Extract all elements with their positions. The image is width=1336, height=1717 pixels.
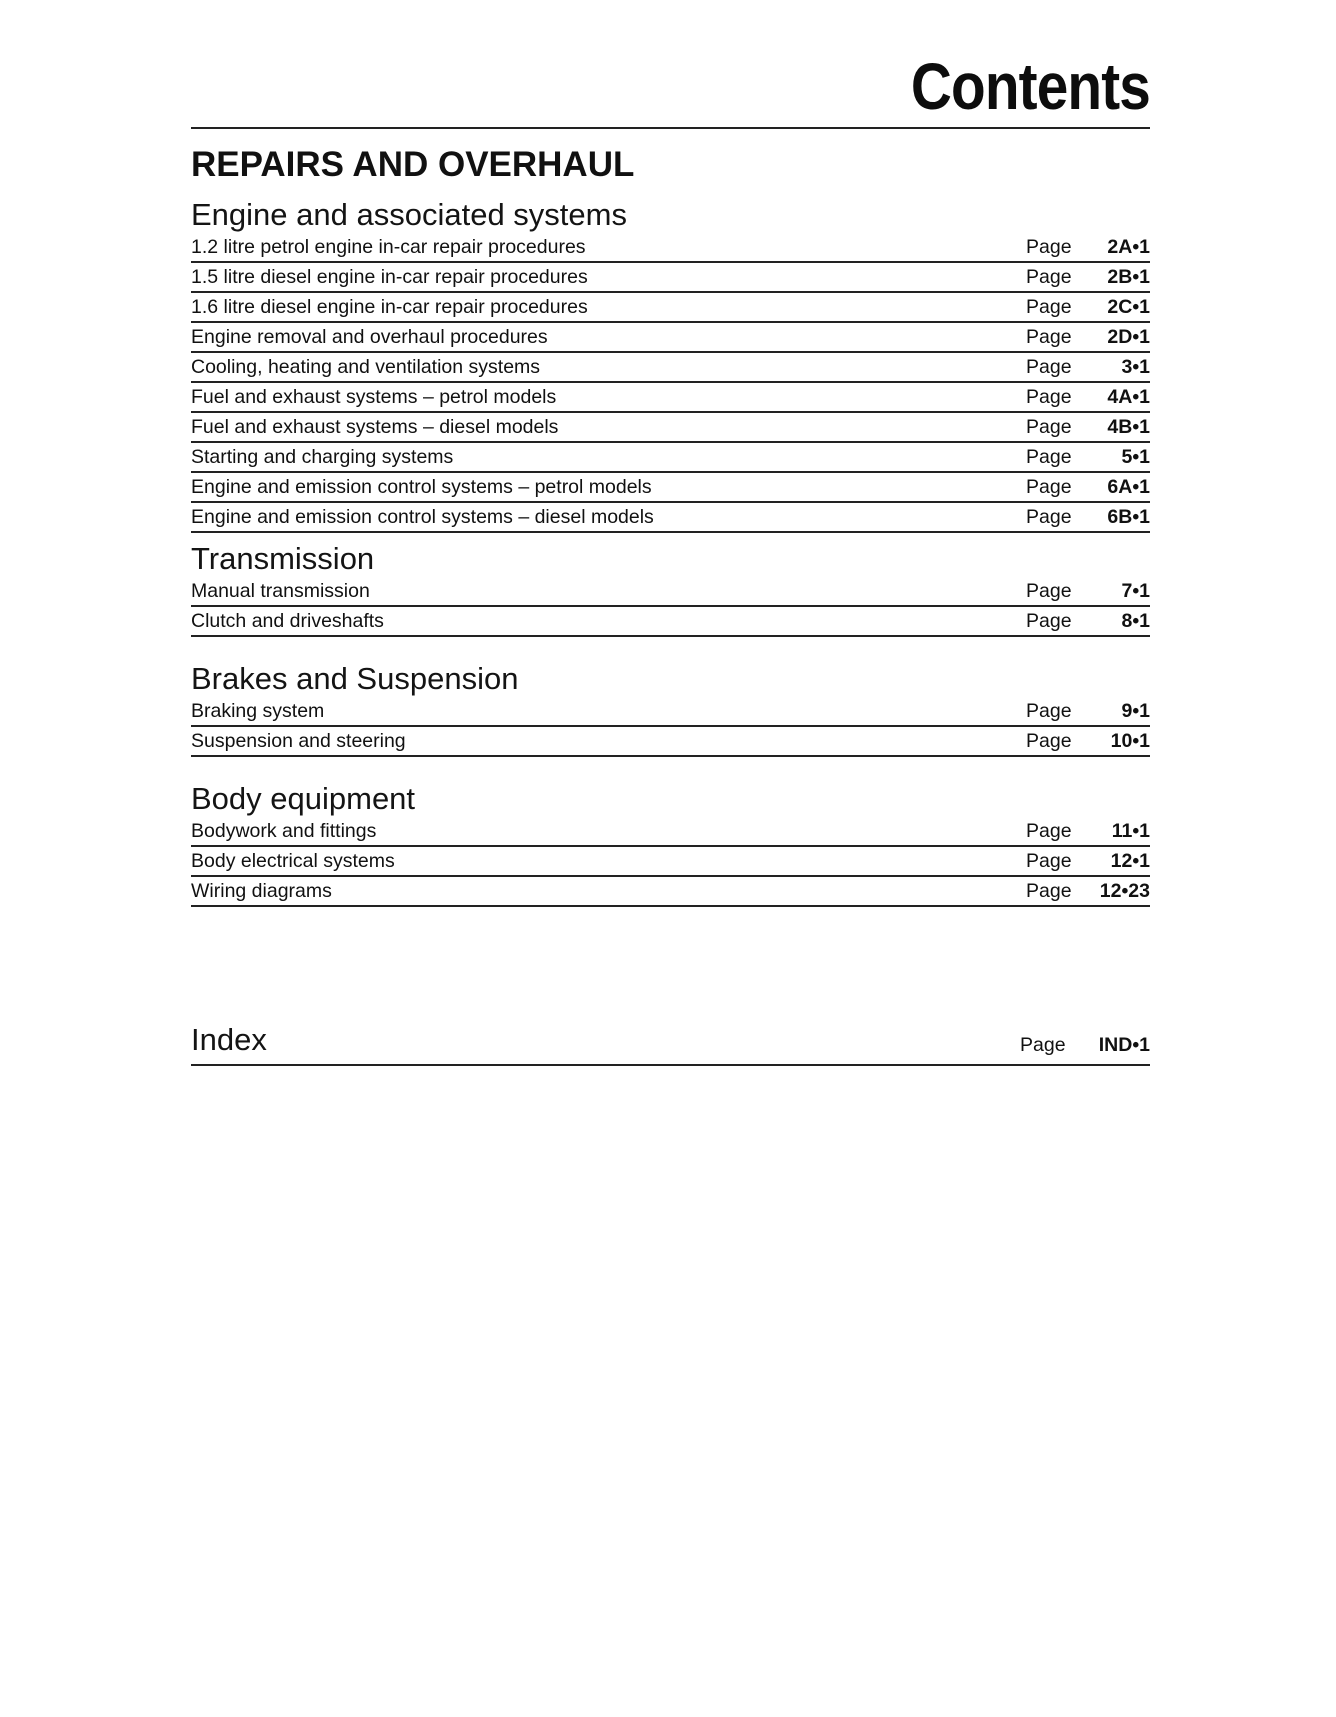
toc-entry-label: 1.2 litre petrol engine in-car repair procedures xyxy=(191,236,586,258)
section-title: Transmission xyxy=(191,541,375,576)
toc-entry-page-number: 9•1 xyxy=(1121,700,1150,722)
index-page-number: IND•1 xyxy=(1098,1034,1150,1056)
toc-entry-page-word: Page xyxy=(1026,386,1072,408)
toc-section xyxy=(191,541,1150,637)
toc-entry[interactable] xyxy=(191,607,1150,637)
toc-entry-page-number: 2A•1 xyxy=(1107,236,1150,258)
toc-entry-page-word: Page xyxy=(1026,820,1072,842)
part-heading: REPAIRS AND OVERHAUL xyxy=(191,145,635,184)
toc-entry-label: 1.6 litre diesel engine in-car repair procedures xyxy=(191,296,588,318)
toc-entry-label: Clutch and driveshafts xyxy=(191,610,384,632)
section-title: Body equipment xyxy=(191,781,416,816)
toc-entry-page-number: 2D•1 xyxy=(1107,326,1150,348)
toc-entry-page-number: 12•23 xyxy=(1099,880,1150,902)
toc-entry[interactable] xyxy=(191,577,1150,607)
toc-entry[interactable] xyxy=(191,383,1150,413)
toc-entry[interactable] xyxy=(191,233,1150,263)
index-label: Index xyxy=(191,1022,267,1057)
toc-entry[interactable] xyxy=(191,473,1150,503)
toc-entry-page-number: 4B•1 xyxy=(1107,416,1150,438)
toc-entry-page-word: Page xyxy=(1026,580,1072,602)
toc-section xyxy=(191,781,1150,907)
index-entry[interactable] xyxy=(191,1020,1150,1066)
toc-entry-label: Manual transmission xyxy=(191,580,370,602)
toc-entry[interactable] xyxy=(191,503,1150,533)
toc-entry-label: Fuel and exhaust systems – petrol models xyxy=(191,386,557,408)
toc-entry-label: Wiring diagrams xyxy=(191,880,332,902)
toc-entry[interactable] xyxy=(191,877,1150,907)
toc-entry[interactable] xyxy=(191,293,1150,323)
toc-entry-page-word: Page xyxy=(1026,506,1072,528)
toc-entry-page-number: 5•1 xyxy=(1121,446,1150,468)
toc-entry-label: Engine and emission control systems – petrol models xyxy=(191,476,652,498)
toc-entry-label: Cooling, heating and ventilation systems xyxy=(191,356,541,378)
toc-entry-page-number: 3•1 xyxy=(1121,356,1150,378)
toc-entry-page-number: 6A•1 xyxy=(1107,476,1150,498)
toc-entry-page-number: 10•1 xyxy=(1110,730,1150,752)
toc-entry-label: Fuel and exhaust systems – diesel models xyxy=(191,416,559,438)
toc-entry-page-number: 6B•1 xyxy=(1107,506,1150,528)
toc-entry[interactable] xyxy=(191,817,1150,847)
toc-entry-page-word: Page xyxy=(1026,476,1072,498)
toc-entry[interactable] xyxy=(191,727,1150,757)
toc-entry-label: 1.5 litre diesel engine in-car repair procedures xyxy=(191,266,588,288)
toc-entry-page-number: 2C•1 xyxy=(1107,296,1150,318)
section-title: Brakes and Suspension xyxy=(191,661,519,696)
toc-section xyxy=(191,197,1150,533)
toc-entry-page-word: Page xyxy=(1026,236,1072,258)
toc-entry[interactable] xyxy=(191,443,1150,473)
toc-entry-page-number: 11•1 xyxy=(1111,820,1150,842)
toc-entry-page-number: 12•1 xyxy=(1110,850,1150,872)
toc-entry[interactable] xyxy=(191,323,1150,353)
toc-entry-label: Bodywork and fittings xyxy=(191,820,377,842)
toc-entry-page-word: Page xyxy=(1026,416,1072,438)
toc-entry-page-number: 8•1 xyxy=(1121,610,1150,632)
toc-entry-page-number: 2B•1 xyxy=(1107,266,1150,288)
toc-entry-page-word: Page xyxy=(1026,730,1072,752)
toc-entry-page-word: Page xyxy=(1026,880,1072,902)
toc-entry[interactable] xyxy=(191,353,1150,383)
toc-entry[interactable] xyxy=(191,263,1150,293)
toc-entry-page-word: Page xyxy=(1026,356,1072,378)
toc-entry-label: Body electrical systems xyxy=(191,850,395,872)
toc-entry-label: Engine removal and overhaul procedures xyxy=(191,326,548,348)
page-title: Contents xyxy=(910,49,1150,123)
toc-entry-page-word: Page xyxy=(1026,296,1072,318)
toc-entry-label: Suspension and steering xyxy=(191,730,406,752)
toc-entry-page-word: Page xyxy=(1026,850,1072,872)
title-rule xyxy=(191,127,1150,129)
toc-entry-page-number: 4A•1 xyxy=(1107,386,1150,408)
toc-entry-page-word: Page xyxy=(1026,610,1072,632)
toc-entry[interactable] xyxy=(191,697,1150,727)
toc-entry-label: Engine and emission control systems – diesel models xyxy=(191,506,654,528)
toc-entry-page-number: 7•1 xyxy=(1121,580,1150,602)
toc-entry-label: Braking system xyxy=(191,700,325,722)
section-title: Engine and associated systems xyxy=(191,197,627,232)
toc-section xyxy=(191,661,1150,757)
toc-entry[interactable] xyxy=(191,847,1150,877)
toc-entry-page-word: Page xyxy=(1026,446,1072,468)
index-page-word: Page xyxy=(1020,1034,1066,1056)
toc-entry[interactable] xyxy=(191,413,1150,443)
toc-entry-label: Starting and charging systems xyxy=(191,446,454,468)
toc-entry-page-word: Page xyxy=(1026,700,1072,722)
toc-entry-page-word: Page xyxy=(1026,266,1072,288)
toc-entry-page-word: Page xyxy=(1026,326,1072,348)
